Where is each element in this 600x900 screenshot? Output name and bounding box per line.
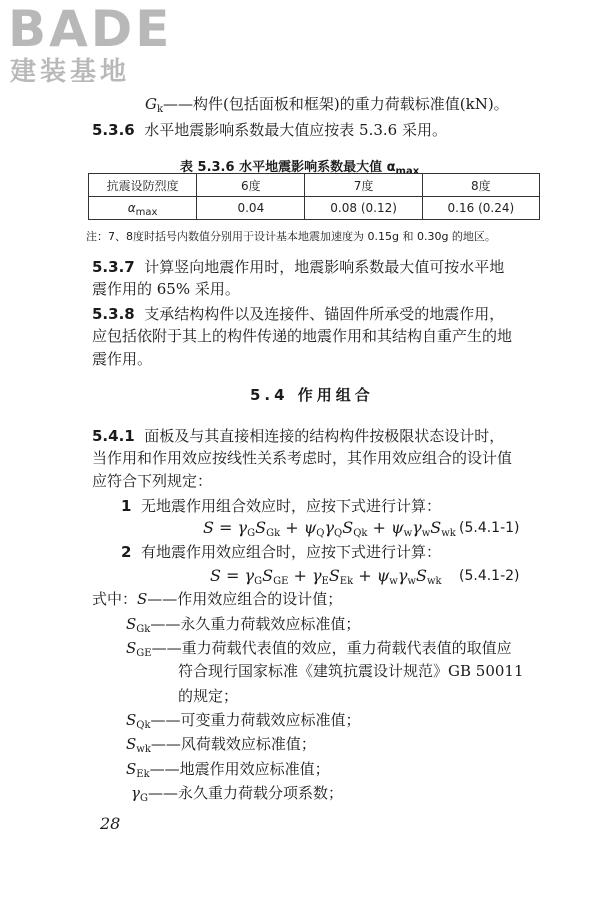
table-cell: 0.04 <box>197 197 305 220</box>
definition-sge: $S_{GE}——$重力荷载代表值的效应，重力荷载代表值的取值应 <box>126 639 512 659</box>
formula-5-4-1-2: $S = \gamma_GS_{GE} + \gamma_ES_{Ek} + \psi_w\gamma_wS_{wk}$ <box>210 566 442 587</box>
table-cell: 6度 <box>197 174 305 197</box>
section-heading: 5.4 作用组合 <box>250 386 374 404</box>
logo-wordmark: BADE <box>8 0 173 58</box>
clause-5-4-1-cont: 当作用和作用效应按线性关系考虑时，其作用效应组合的设计值 <box>92 449 513 467</box>
list-item: 2 有地震作用效应组合时，应按下式进行计算： <box>121 543 441 561</box>
clause-5-3-7-cont: 震作用的 65% 采用。 <box>92 280 240 298</box>
table-cell: 8度 <box>422 174 539 197</box>
clause-5-3-7: 5.3.7 计算竖向地震作用时，地震影响系数最大值可按水平地 <box>92 258 505 276</box>
table-row <box>89 197 540 220</box>
clause-5-3-8-cont: 应包括依附于其上的构件传递的地震作用和其结构自重产生的地 <box>92 327 513 345</box>
table-cell: 0.08 (0.12) <box>305 197 422 220</box>
table-header-row <box>89 174 540 197</box>
definition-sek: $S_{Ek}——$地震作用效应标准值； <box>126 760 330 780</box>
clause-5-3-6: 5.3.6 水平地震影响系数最大值应按表 5.3.6 采用。 <box>92 121 447 139</box>
clause-5-4-1: 5.4.1 面板及与其直接相连接的结构构件按极限状态设计时， <box>92 427 505 445</box>
table-cell: 抗震设防烈度 <box>89 174 197 197</box>
table-note: 注：7、8度时括号内数值分别用于设计基本地震加速度为 0.15g 和 0.30g 的地区。 <box>86 230 496 243</box>
formula-5-4-1-1: $S = \gamma_GS_{Gk} + \psi_Q\gamma_QS_{Qk} + \psi_w\gamma_wS_{wk}$ <box>203 518 456 539</box>
definition-sge-cont: 符合现行国家标准《建筑抗震设计规范》GB 50011 <box>178 662 524 680</box>
table-cell: 0.16 (0.24) <box>422 197 539 220</box>
clause-5-3-8-cont: 震作用。 <box>92 350 153 368</box>
alpha-max-table <box>88 173 540 220</box>
page-number: 28 <box>100 814 121 833</box>
clause-5-3-8: 5.3.8 支承结构构件以及连接件、锚固件所承受的地震作用， <box>92 305 505 323</box>
table-cell: $\alpha_{max}$ <box>89 197 197 220</box>
definition-sgk: $S_{Gk}——$永久重力荷载效应标准值； <box>126 615 361 635</box>
definition-gamma-g: $\gamma_G——$永久重力荷载分项系数； <box>131 784 343 804</box>
list-item: 1 无地震作用组合效应时，应按下式进行计算： <box>121 497 441 515</box>
gk-definition: $G_k——$构件(包括面板和框架)的重力荷载标准值(kN)。 <box>145 95 509 115</box>
definition-swk: $S_{wk}——$风荷载效应标准值； <box>126 735 316 755</box>
equation-number: (5.4.1-2) <box>459 568 520 584</box>
definition-sqk: $S_{Qk}——$可变重力荷载效应标准值； <box>126 711 361 731</box>
table-caption: 表 5.3.6 水平地震影响系数最大值 $\alpha_{max}$ <box>180 160 420 177</box>
table-cell: 7度 <box>305 174 422 197</box>
clause-5-4-1-cont: 应符合下列规定： <box>92 472 213 490</box>
logo-subtitle: 建装基地 <box>10 57 131 87</box>
definition-s: 式中：S——作用效应组合的设计值； <box>92 590 343 608</box>
definition-sge-cont: 的规定； <box>178 687 239 705</box>
equation-number: (5.4.1-1) <box>459 520 520 536</box>
